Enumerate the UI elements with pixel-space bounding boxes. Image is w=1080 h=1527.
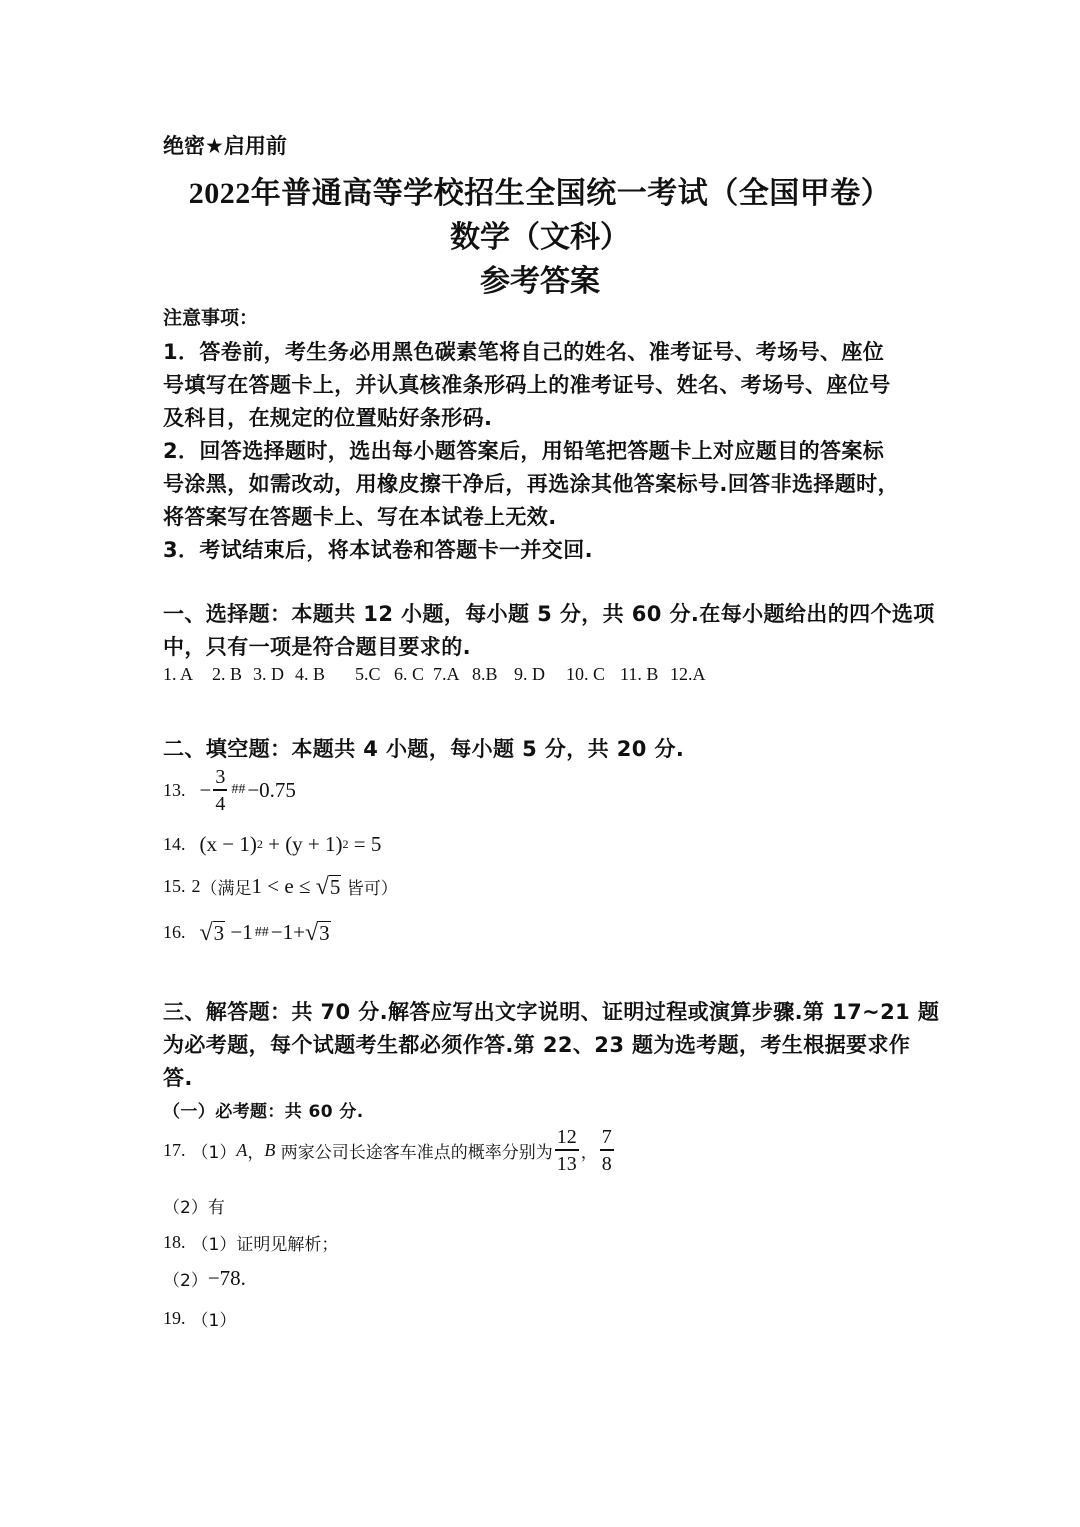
notes-line: 号涂黑，如需改动，用橡皮擦干净后，再选涂其他答案标号.回答非选择题时， (163, 472, 899, 496)
question-number: 14. (163, 834, 186, 854)
separator: ## (254, 924, 269, 940)
expr-a: (x − 1) (199, 832, 257, 856)
radicand: 3 (319, 921, 330, 946)
company-b: B (264, 1139, 276, 1160)
answer-17-part2: （2）有 (163, 1198, 225, 1218)
answer-18-part2 (163, 1266, 246, 1291)
head: −1+ (270, 920, 305, 944)
part-label: （2） (163, 1271, 208, 1291)
answer-17-part1 (163, 1127, 616, 1174)
close-note: 皆可） (341, 879, 398, 899)
expr-b: (y + 1) (285, 832, 343, 856)
fraction (555, 1127, 579, 1174)
tail: −1 (225, 920, 253, 944)
period: . (240, 1266, 246, 1290)
radical-icon: √ (304, 919, 319, 946)
mc-answer: 3. D (253, 664, 284, 684)
section3-heading: 三、解答题：共 70 分.解答应写出文字说明、证明过程或演算步骤.第 17~21 题 (163, 1000, 940, 1024)
question-number: 13. (163, 779, 186, 800)
question-number: 15. (163, 876, 186, 896)
section2-heading: 二、填空题：本题共 4 小题，每小题 5 分，共 20 分. (163, 737, 685, 761)
part-label: （1） (191, 1142, 237, 1163)
question-number: 16. (163, 922, 186, 942)
exam-title: 2022年普通高等学校招生全国统一考试（全国甲卷） (188, 177, 892, 210)
numerator: 12 (556, 1126, 577, 1148)
fraction (600, 1127, 614, 1174)
doc-type-title: 参考答案 (480, 265, 600, 298)
denominator: 13 (556, 1152, 577, 1175)
mc-answer: 11. B (620, 664, 659, 684)
notes-line: 2．回答选择题时，选出每小题答案后，用铅笔把答题卡上对应题目的答案标 (163, 439, 885, 463)
mc-answer: 4. B (295, 664, 326, 684)
answer-15 (163, 874, 398, 899)
mc-answer: 8.B (472, 664, 498, 684)
mc-answer: 2. B (212, 664, 243, 684)
radicand: 3 (213, 921, 225, 946)
answer-13 (163, 767, 296, 814)
section3-heading: 为必考题，每个试题考生都必须作答.第 22、23 题为选考题，考生根据要求作 (163, 1033, 911, 1057)
value: −78 (207, 1266, 241, 1290)
radical-icon: √ (315, 873, 329, 900)
radical-icon: √ (199, 919, 213, 946)
answer-14 (163, 832, 381, 857)
section1-heading: 中，只有一项是符合题目要求的. (163, 635, 471, 659)
answer-16 (163, 920, 331, 945)
open-note: （满足 (200, 879, 252, 899)
company-a: A (236, 1139, 248, 1160)
mc-answer: 10. C (566, 664, 606, 684)
numerator: 7 (601, 1126, 612, 1148)
notes-line: 及科目，在规定的位置贴好条形码. (163, 406, 493, 430)
denominator: 4 (215, 792, 226, 815)
rhs: = 5 (348, 832, 382, 856)
notes-line: 3．考试结束后，将本试卷和答题卡一并交回. (163, 538, 593, 562)
sqrt-expression (200, 921, 226, 945)
separator: ， (580, 1142, 598, 1163)
mc-answer: 6. C (394, 664, 425, 684)
section1-heading: 一、选择题：本题共 12 小题，每小题 5 分，共 60 分.在每小题给出的四个选项 (163, 602, 935, 626)
notes-line: 1．答卷前，考生务必用黑色碳素笔将自己的姓名、准考证号、考场号、座位 (163, 340, 885, 364)
value: 2 (191, 876, 201, 896)
radicand: 5 (329, 875, 341, 900)
sqrt-expression (316, 875, 342, 899)
notes-line: 号填写在答题卡上，并认真核准条形码上的准考证号、姓名、考场号、座位号 (163, 373, 891, 397)
section3-heading: 答. (163, 1066, 193, 1090)
separator: ## (231, 782, 246, 798)
answer-18-part1 (163, 1230, 338, 1255)
plus: + (262, 832, 286, 856)
question-number: 19. (163, 1308, 186, 1328)
confidential-label: 绝密★启用前 (163, 134, 287, 158)
alt-answer: −0.75 (247, 777, 296, 802)
denominator: 8 (601, 1152, 612, 1175)
subject-title: 数学（文科） (450, 221, 630, 254)
mc-answer: 9. D (514, 664, 545, 684)
minus-sign: − (199, 777, 212, 802)
exponent: 2 (342, 837, 349, 851)
mc-answer: 5.C (355, 664, 381, 684)
exponent: 2 (256, 837, 263, 851)
part-label: （1） (191, 1311, 237, 1331)
sqrt-expression (305, 921, 331, 945)
inequality: 1 < e ≤ (251, 874, 316, 898)
mc-answer: 7.A (433, 664, 460, 684)
answer-19-part1 (163, 1306, 236, 1331)
mc-answer: 12.A (670, 664, 706, 684)
mc-answer: 1. A (163, 664, 194, 684)
question-number: 18. (163, 1232, 186, 1252)
section3-subheading: （一）必考题：共 60 分. (163, 1102, 364, 1122)
multiple-choice-answers (163, 664, 706, 685)
fraction (213, 767, 227, 814)
notes-line: 将答案写在答题卡上、写在本试卷上无效. (163, 505, 557, 529)
notes-label: 注意事项： (163, 307, 259, 329)
statement: 两家公司长途客车准点的概率分别为 (275, 1142, 553, 1163)
question-number: 17. (163, 1139, 186, 1160)
comma: ， (247, 1142, 265, 1163)
numerator: 3 (215, 766, 226, 788)
statement: （1）证明见解析； (191, 1235, 339, 1255)
